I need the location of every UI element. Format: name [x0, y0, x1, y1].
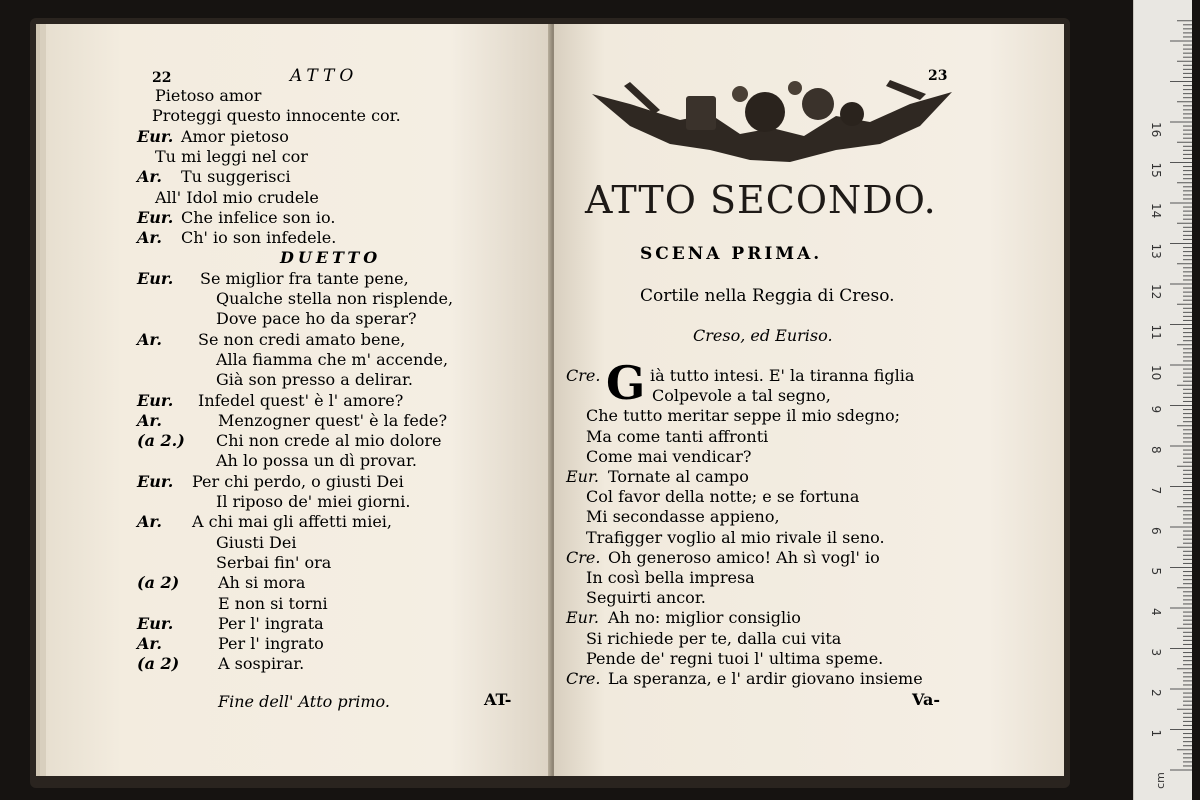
left-footer: Fine dell' Atto primo.: [218, 692, 390, 711]
left-text-line: Per chi perdo, o giusti Dei: [192, 471, 404, 491]
right-page-number: 23: [928, 68, 948, 84]
right-text-line: Col favor della notte; e se fortuna: [586, 487, 860, 507]
left-text-line: Già son presso a delirar.: [216, 370, 413, 390]
ruler-label: 15: [1149, 162, 1163, 178]
left-page-number: 22: [152, 70, 172, 86]
ruler-label: 10: [1149, 365, 1163, 381]
right-speaker-tag: Cre.: [566, 366, 601, 385]
ruler-label: 5: [1149, 567, 1163, 576]
right-text-line: Seguirti ancor.: [586, 588, 706, 608]
left-text-line: Per l' ingrato: [218, 634, 324, 654]
ruler-label: 11: [1149, 324, 1163, 340]
left-text-line: Serbai fin' ora: [216, 552, 332, 572]
ruler-label: 13: [1149, 243, 1163, 259]
left-text-line: A sospirar.: [218, 654, 305, 674]
left-speaker-tag: Eur.: [137, 471, 174, 491]
right-text-line: Ah no: miglior consiglio: [608, 608, 801, 628]
left-text-line: Se non credi amato bene,: [198, 329, 406, 349]
right-text-line: Pende de' regni tuoi l' ultima speme.: [586, 648, 884, 668]
left-speaker-tag: Ar.: [137, 512, 162, 532]
left-speaker-tag: Ar.: [137, 634, 162, 654]
left-text-line: DUETTO: [280, 248, 382, 268]
left-text-line: All' Idol mio crudele: [155, 187, 319, 207]
left-text-line: Giusti Dei: [216, 532, 297, 552]
right-text-line: Ma come tanti affronti: [586, 426, 769, 446]
left-speaker-tag: Ar.: [137, 410, 162, 430]
left-text-line: Dove pace ho da sperar?: [216, 309, 417, 329]
right-text-line: Trafigger voglio al mio rivale il seno.: [586, 527, 885, 547]
left-text-line: Ch' io son infedele.: [181, 228, 337, 248]
ruler-scale: [1134, 0, 1192, 800]
right-catchword: Va-: [912, 690, 940, 709]
left-text-line: Qualche stella non risplende,: [216, 289, 454, 308]
ruler-unit-label: cm: [1153, 772, 1167, 789]
right-text-line: ià tutto intesi. E' la tiranna figlia: [650, 366, 915, 385]
left-speaker-tag: Eur.: [137, 207, 174, 227]
left-text-line: Che infelice son io.: [181, 207, 336, 227]
ruler-label: 16: [1149, 122, 1163, 138]
right-text-line: Si richiede per te, dalla cui vita: [586, 628, 842, 648]
left-text-line: Per l' ingrata: [218, 613, 324, 633]
ruler-label: 7: [1149, 486, 1163, 495]
ruler-label: 8: [1149, 446, 1163, 454]
left-text-line: Infedel quest' è l' amore?: [198, 390, 404, 410]
left-text-line: Pietoso amor: [155, 86, 262, 105]
ruler-label: 9: [1149, 405, 1163, 414]
right-text-line: Colpevole a tal segno,: [652, 386, 831, 406]
right-text-line: Che tutto meritar seppe il mio sdegno;: [586, 406, 901, 426]
ruler-label: 3: [1149, 648, 1163, 657]
left-speaker-tag: Eur.: [137, 390, 174, 410]
left-text-line: A chi mai gli affetti miei,: [192, 512, 392, 532]
right-speaker-tag: Cre.: [566, 669, 601, 688]
printers-ornament-headpiece: [590, 74, 955, 166]
ruler-label: 6: [1149, 527, 1163, 535]
left-speaker-tag: (a 2): [137, 654, 180, 674]
left-text-line: Chi non crede al mio dolore: [216, 431, 442, 451]
left-text-line: Amor pietoso: [181, 126, 289, 146]
left-text-line: Il riposo de' miei giorni.: [216, 492, 411, 511]
left-text-line: Ah si mora: [218, 573, 306, 593]
scene-setting: Cortile nella Reggia di Creso.: [640, 286, 895, 306]
left-speaker-tag: Ar.: [137, 228, 162, 248]
scene-characters: Creso, ed Euriso.: [693, 326, 833, 345]
left-running-head: ATTO: [290, 66, 359, 86]
right-text-line: La speranza, e l' ardir giovano insieme: [608, 669, 923, 688]
right-text-line: Tornate al campo: [608, 467, 749, 486]
left-speaker-tag: (a 2): [137, 573, 180, 593]
scene-title: SCENA PRIMA.: [640, 244, 823, 264]
right-text-line: Mi secondasse appieno,: [586, 507, 780, 527]
drop-cap: G: [606, 356, 646, 410]
right-text-line: In così bella impresa: [586, 568, 755, 587]
right-text-line: Oh generoso amico! Ah sì vogl' io: [608, 547, 880, 567]
left-speaker-tag: Ar.: [137, 167, 162, 187]
left-text-line: Ah lo possa un dì provar.: [216, 451, 417, 471]
left-speaker-tag: Eur.: [137, 613, 174, 633]
left-text-line: Proteggi questo innocente cor.: [152, 106, 401, 126]
ruler-label: 1: [1149, 729, 1163, 738]
left-text-line: Alla fiamma che m' accende,: [216, 349, 449, 369]
left-speaker-tag: Eur.: [137, 268, 174, 288]
left-text-line: E non si torni: [218, 593, 328, 613]
measuring-ruler: [1133, 0, 1192, 800]
right-speaker-tag: Eur.: [566, 608, 599, 628]
right-text-line: Come mai vendicar?: [586, 446, 752, 466]
left-text-line: Menzogner quest' è la fede?: [218, 410, 448, 430]
left-text-line: Tu mi leggi nel cor: [155, 146, 308, 166]
left-catchword: AT-: [484, 690, 512, 709]
right-speaker-tag: Eur.: [566, 467, 599, 486]
left-text-line: Se miglior fra tante pene,: [200, 268, 409, 288]
left-speaker-tag: Ar.: [137, 329, 162, 349]
ruler-label: 4: [1149, 608, 1163, 616]
ruler-label: 12: [1149, 284, 1163, 300]
left-text-line: Tu suggerisci: [181, 167, 291, 187]
right-speaker-tag: Cre.: [566, 547, 601, 567]
ruler-label: 14: [1149, 203, 1163, 219]
act-title: ATTO SECONDO.: [585, 178, 937, 222]
left-speaker-tag: (a 2.): [137, 431, 185, 451]
ruler-label: 2: [1149, 689, 1163, 697]
left-speaker-tag: Eur.: [137, 126, 174, 146]
